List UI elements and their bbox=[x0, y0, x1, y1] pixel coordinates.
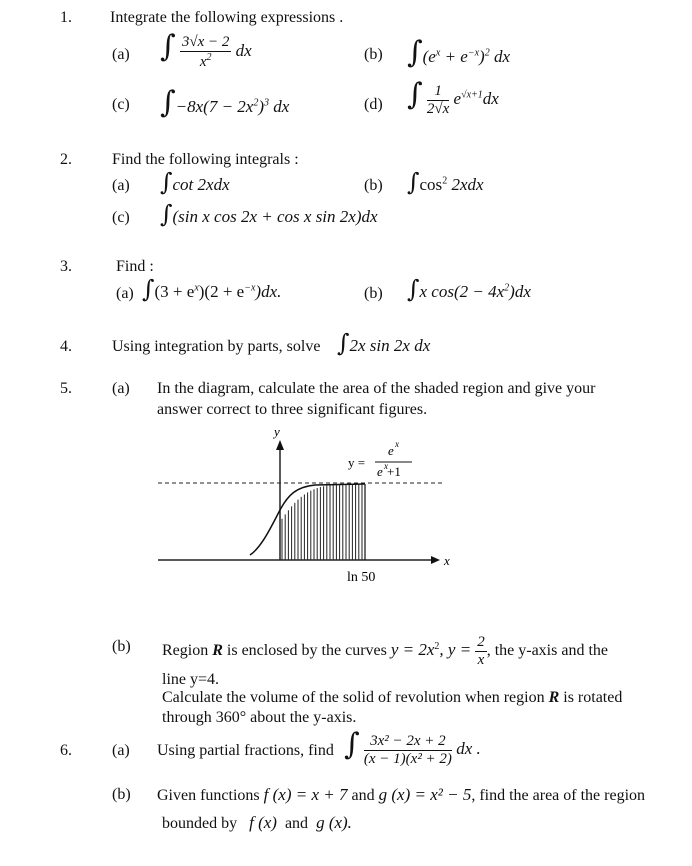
q5b-line3: Calculate the volume of the solid of revolution when region R is rotated bbox=[162, 689, 623, 706]
q6a-text: Using partial fractions, find bbox=[157, 742, 334, 759]
q1c-expression: $\int-8x(7 - 2x^2)^3$ dx bbox=[160, 85, 290, 120]
curve-numerator: e bbox=[388, 443, 394, 458]
curve-denominator-tail: +1 bbox=[387, 464, 401, 479]
area-diagram bbox=[150, 425, 460, 595]
q1d-expression: ∫ $\frac{1}{2√x}$ $e^{√x+1}dx$ bbox=[407, 77, 499, 117]
q5a-line1: In the diagram, calculate the area of the shaded region and give your bbox=[157, 380, 596, 397]
q5-number: 5. bbox=[60, 380, 72, 397]
curve-numerator-exp: x bbox=[395, 439, 399, 449]
q1-number: 1. bbox=[60, 9, 72, 26]
q3b-expression: ∫x $\cos(2 - 4x^2)dx$ bbox=[407, 275, 531, 303]
q6a-expression: ∫ $\frac{\text{3x² − 2x + 2}}{\text{(x − 1)(x² + 2)}}$ dx . bbox=[344, 727, 481, 767]
q2b-expression: $\int\cos^2$ 2xdx bbox=[407, 168, 484, 196]
x-axis-arrow bbox=[431, 556, 440, 564]
q4-text: Using integration by parts, solve bbox=[112, 338, 321, 355]
q1b-label: (b) bbox=[364, 46, 383, 63]
q2-number: 2. bbox=[60, 151, 72, 168]
limit-label: ln 50 bbox=[347, 570, 376, 585]
shaded-region bbox=[282, 484, 362, 560]
q1b-expression: $\int(e^x + e^{-x})^2$ dx bbox=[407, 35, 510, 70]
q6a-label: (a) bbox=[112, 742, 130, 759]
q4-expression: ∫2x sin 2x dx bbox=[337, 329, 431, 357]
q5b-label: (b) bbox=[112, 638, 131, 655]
q3a-label: (a) bbox=[116, 285, 134, 302]
q3-title: Find : bbox=[116, 258, 154, 275]
q1c-label: (c) bbox=[112, 96, 130, 113]
q6b-line1: Given functions f (x) = x + 7 and g (x) = x² − 5, find the area of the region bbox=[157, 785, 646, 804]
q2b-label: (b) bbox=[364, 177, 383, 194]
q2-title: Find the following integrals : bbox=[112, 151, 299, 168]
q3a-expression: $\int(3 + e^x)(2 + e^{-x})dx$. bbox=[142, 275, 282, 303]
q6b-label: (b) bbox=[112, 786, 131, 803]
y-axis-label: y bbox=[274, 425, 280, 439]
q6-number: 6. bbox=[60, 742, 72, 759]
q1-title: Integrate the following expressions . bbox=[110, 9, 344, 26]
q2a-expression: ∫cot 2xdx bbox=[160, 168, 230, 196]
q2c-expression: ∫(sin x cos 2x + cos x sin 2x)dx bbox=[160, 200, 378, 228]
q3b-label: (b) bbox=[364, 285, 383, 302]
q5a-line2: answer correct to three significant figures. bbox=[157, 401, 428, 418]
q6b-line2: bounded by f (x) and g (x). bbox=[162, 813, 352, 832]
q5b-line4: through 360° about the y-axis. bbox=[162, 709, 357, 726]
q1d-label: (d) bbox=[364, 96, 383, 113]
q2a-label: (a) bbox=[112, 177, 130, 194]
curve-denominator: e bbox=[377, 464, 383, 479]
curve-lhs: y = bbox=[348, 455, 366, 470]
y-axis-arrow bbox=[276, 440, 284, 450]
q4-number: 4. bbox=[60, 338, 72, 355]
q5b-line2: line y=4. bbox=[162, 671, 220, 688]
q2c-label: (c) bbox=[112, 209, 130, 226]
q3-number: 3. bbox=[60, 258, 72, 275]
curve-denominator-exp: x bbox=[384, 461, 388, 471]
q1a-label: (a) bbox=[112, 46, 130, 63]
x-axis-label: x bbox=[444, 553, 450, 568]
q5a-label: (a) bbox=[112, 380, 130, 397]
q5b-line1: Region R is enclosed by the curves $y = 2x^2$, y = $\frac{2}{x}$ , the y-axis and the bbox=[162, 634, 608, 668]
q1a-expression: ∫ $\frac{3√x - 2}{x^2}$ dx bbox=[160, 29, 252, 70]
